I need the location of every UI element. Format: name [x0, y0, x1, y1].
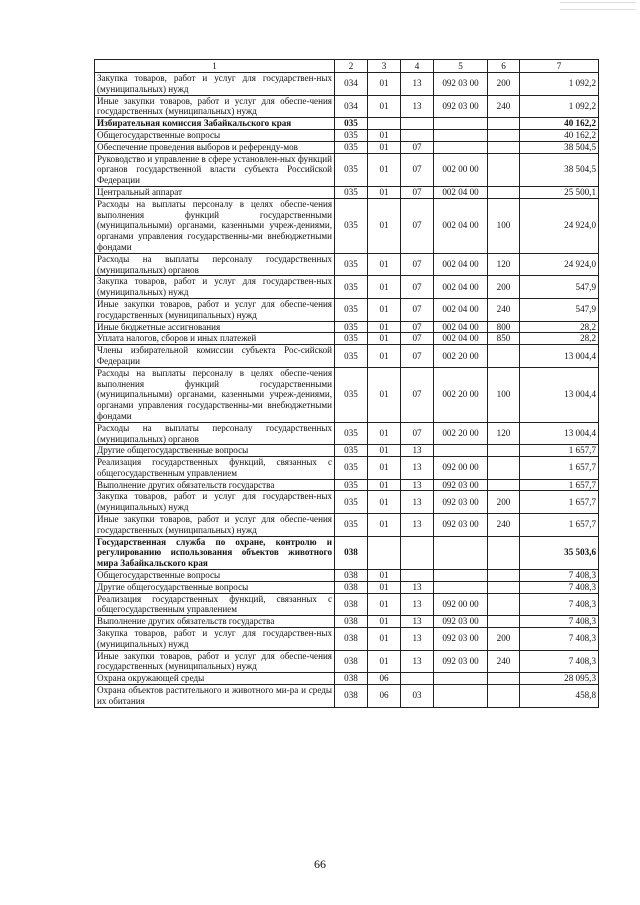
header-cell-2: 2: [335, 60, 368, 73]
row-amount-cell: 547,9: [520, 276, 599, 299]
header-cell-3: 3: [368, 60, 401, 73]
row-section-cell: 01: [368, 570, 401, 582]
row-code-cell: 038: [335, 536, 368, 569]
row-subsection-cell: 13: [401, 650, 434, 673]
row-name-cell: Общегосударственные вопросы: [95, 129, 335, 141]
row-expense-type-cell: 120: [488, 422, 520, 445]
row-amount-cell: 7 408,3: [520, 628, 599, 651]
row-target-cell: 002 04 00: [434, 321, 488, 333]
row-expense-type-cell: 120: [488, 253, 520, 276]
row-expense-type-cell: 240: [488, 95, 520, 118]
row-code-cell: 035: [335, 276, 368, 299]
header-cell-6: 6: [488, 60, 520, 73]
row-code-cell: 035: [335, 186, 368, 198]
table-row: [95, 141, 599, 153]
row-subsection-cell: 13: [401, 514, 434, 537]
row-target-cell: 002 04 00: [434, 186, 488, 198]
row-name-cell: Расходы на выплаты персоналу государственных (муниципальных) органов: [95, 422, 335, 445]
table-row: [95, 253, 599, 276]
row-subsection-cell: 13: [401, 95, 434, 118]
row-section-cell: 06: [368, 685, 401, 708]
row-expense-type-cell: [488, 673, 520, 685]
row-target-cell: 092 03 00: [434, 628, 488, 651]
row-amount-cell: 13 004,4: [520, 422, 599, 445]
row-subsection-cell: 07: [401, 345, 434, 368]
page-number: 66: [314, 857, 326, 871]
row-name-cell: Выполнение других обязательств государства: [95, 479, 335, 491]
row-section-cell: 01: [368, 457, 401, 480]
row-amount-cell: 38 504,5: [520, 153, 599, 186]
row-name-cell: Другие общегосударственные вопросы: [95, 581, 335, 593]
row-amount-cell: 7 408,3: [520, 650, 599, 673]
table-row: [95, 321, 599, 333]
row-expense-type-cell: [488, 345, 520, 368]
row-amount-cell: 40 162,2: [520, 129, 599, 141]
row-amount-cell: 13 004,4: [520, 367, 599, 422]
row-amount-cell: 7 408,3: [520, 593, 599, 616]
row-subsection-cell: 07: [401, 153, 434, 186]
table-row: [95, 673, 599, 685]
header-cell-5: 5: [434, 60, 488, 73]
row-subsection-cell: 13: [401, 445, 434, 457]
row-expense-type-cell: 240: [488, 650, 520, 673]
row-subsection-cell: [401, 118, 434, 130]
row-target-cell: 092 00 00: [434, 593, 488, 616]
row-code-cell: 035: [335, 198, 368, 253]
row-name-cell: Охрана окружающей среды: [95, 673, 335, 685]
row-name-cell: Уплата налогов, сборов и иных платежей: [95, 333, 335, 345]
row-amount-cell: 35 503,6: [520, 536, 599, 569]
row-code-cell: 038: [335, 581, 368, 593]
row-name-cell: Закупка товаров, работ и услуг для государствен-ных (муниципальных) нужд: [95, 491, 335, 514]
table-row: [95, 479, 599, 491]
row-code-cell: 038: [335, 673, 368, 685]
row-expense-type-cell: [488, 616, 520, 628]
row-code-cell: 035: [335, 253, 368, 276]
row-target-cell: 092 03 00: [434, 650, 488, 673]
row-section-cell: 01: [368, 616, 401, 628]
row-amount-cell: 28,2: [520, 333, 599, 345]
row-amount-cell: 458,8: [520, 685, 599, 708]
row-code-cell: 038: [335, 685, 368, 708]
row-amount-cell: 13 004,4: [520, 345, 599, 368]
row-section-cell: 01: [368, 73, 401, 96]
row-amount-cell: 25 500,1: [520, 186, 599, 198]
row-amount-cell: 24 924,0: [520, 253, 599, 276]
row-target-cell: [434, 581, 488, 593]
row-code-cell: 038: [335, 616, 368, 628]
row-code-cell: 034: [335, 73, 368, 96]
row-section-cell: 01: [368, 650, 401, 673]
table-row: [95, 536, 599, 569]
row-target-cell: 092 03 00: [434, 479, 488, 491]
table-header-row: [95, 60, 599, 73]
row-code-cell: 035: [335, 457, 368, 480]
row-code-cell: 035: [335, 298, 368, 321]
row-target-cell: [434, 129, 488, 141]
row-amount-cell: 1 657,7: [520, 514, 599, 537]
row-subsection-cell: 07: [401, 321, 434, 333]
row-subsection-cell: 07: [401, 333, 434, 345]
row-expense-type-cell: [488, 186, 520, 198]
table-row: [95, 129, 599, 141]
row-name-cell: Расходы на выплаты персоналу в целях обеспе-чения выполнения функций государственными (муниципальными) органами, казенными учреж-дениями, органами управления государственны-ми внебюджетными фондами: [95, 198, 335, 253]
table-row: [95, 333, 599, 345]
row-expense-type-cell: 200: [488, 276, 520, 299]
row-target-cell: 092 03 00: [434, 491, 488, 514]
row-name-cell: Иные закупки товаров, работ и услуг для обеспе-чения государственных (муниципальных) нужд: [95, 95, 335, 118]
row-code-cell: 035: [335, 367, 368, 422]
budget-table: [94, 59, 599, 708]
row-code-cell: 035: [335, 321, 368, 333]
row-name-cell: Выполнение других обязательств государства: [95, 616, 335, 628]
row-code-cell: 035: [335, 491, 368, 514]
row-subsection-cell: 07: [401, 276, 434, 299]
row-section-cell: 01: [368, 491, 401, 514]
row-expense-type-cell: [488, 593, 520, 616]
row-section-cell: 01: [368, 445, 401, 457]
row-amount-cell: 28 095,3: [520, 673, 599, 685]
row-subsection-cell: 13: [401, 593, 434, 616]
row-subsection-cell: [401, 673, 434, 685]
row-target-cell: 092 03 00: [434, 73, 488, 96]
row-section-cell: 01: [368, 253, 401, 276]
row-section-cell: 01: [368, 593, 401, 616]
row-name-cell: Обеспечение проведения выборов и референду-мов: [95, 141, 335, 153]
row-amount-cell: 38 504,5: [520, 141, 599, 153]
scan-edge-lines: [560, 2, 636, 10]
row-amount-cell: 1 657,7: [520, 457, 599, 480]
row-expense-type-cell: [488, 570, 520, 582]
row-target-cell: 002 20 00: [434, 367, 488, 422]
table-row: [95, 186, 599, 198]
header-cell-4: 4: [401, 60, 434, 73]
row-section-cell: [368, 536, 401, 569]
row-name-cell: Расходы на выплаты персоналу государственных (муниципальных) органов: [95, 253, 335, 276]
row-expense-type-cell: 200: [488, 628, 520, 651]
row-name-cell: Иные закупки товаров, работ и услуг для обеспе-чения государственных (муниципальных) нужд: [95, 298, 335, 321]
row-subsection-cell: 07: [401, 422, 434, 445]
row-name-cell: Реализация государственных функций, связанных с общегосударственным управлением: [95, 457, 335, 480]
row-expense-type-cell: 240: [488, 514, 520, 537]
row-name-cell: Избирательная комиссия Забайкальского края: [95, 118, 335, 130]
row-name-cell: Закупка товаров, работ и услуг для государствен-ных (муниципальных) нужд: [95, 73, 335, 96]
row-subsection-cell: 13: [401, 616, 434, 628]
row-code-cell: 035: [335, 514, 368, 537]
row-target-cell: 002 04 00: [434, 198, 488, 253]
table-row: [95, 581, 599, 593]
row-code-cell: 038: [335, 650, 368, 673]
row-code-cell: 038: [335, 628, 368, 651]
table-row: [95, 570, 599, 582]
row-section-cell: 01: [368, 581, 401, 593]
row-name-cell: Иные бюджетные ассигнования: [95, 321, 335, 333]
row-section-cell: 01: [368, 479, 401, 491]
row-code-cell: 034: [335, 95, 368, 118]
row-target-cell: 002 20 00: [434, 422, 488, 445]
row-expense-type-cell: [488, 141, 520, 153]
row-code-cell: 038: [335, 593, 368, 616]
row-expense-type-cell: [488, 479, 520, 491]
table-row: [95, 198, 599, 253]
table-row: [95, 593, 599, 616]
row-section-cell: 01: [368, 367, 401, 422]
row-name-cell: Расходы на выплаты персоналу в целях обеспе-чения выполнения функций государственными (муниципальными) органами, казенными учреж-дениями, органами управления государственны-ми внебюджетными фондами: [95, 367, 335, 422]
row-code-cell: 035: [335, 445, 368, 457]
row-target-cell: [434, 685, 488, 708]
row-section-cell: 01: [368, 276, 401, 299]
row-amount-cell: 28,2: [520, 321, 599, 333]
table-body: [95, 73, 599, 708]
header-cell-7: 7: [520, 60, 599, 73]
row-subsection-cell: 07: [401, 367, 434, 422]
row-target-cell: [434, 570, 488, 582]
row-code-cell: 035: [335, 479, 368, 491]
row-target-cell: [434, 118, 488, 130]
row-expense-type-cell: [488, 153, 520, 186]
row-section-cell: 01: [368, 514, 401, 537]
row-code-cell: 035: [335, 345, 368, 368]
row-amount-cell: 1 657,7: [520, 479, 599, 491]
row-subsection-cell: 07: [401, 186, 434, 198]
row-expense-type-cell: 100: [488, 367, 520, 422]
row-code-cell: 035: [335, 129, 368, 141]
row-target-cell: 002 04 00: [434, 298, 488, 321]
table-row: [95, 650, 599, 673]
row-section-cell: 01: [368, 422, 401, 445]
row-target-cell: 002 04 00: [434, 276, 488, 299]
row-expense-type-cell: 800: [488, 321, 520, 333]
row-expense-type-cell: 850: [488, 333, 520, 345]
row-subsection-cell: 13: [401, 491, 434, 514]
row-code-cell: 035: [335, 118, 368, 130]
row-subsection-cell: 13: [401, 479, 434, 491]
row-expense-type-cell: [488, 536, 520, 569]
row-code-cell: 035: [335, 153, 368, 186]
row-section-cell: 01: [368, 95, 401, 118]
table-row: [95, 685, 599, 708]
table-row: [95, 514, 599, 537]
row-expense-type-cell: [488, 118, 520, 130]
table-row: [95, 367, 599, 422]
row-target-cell: [434, 141, 488, 153]
row-expense-type-cell: 200: [488, 73, 520, 96]
row-name-cell: Руководство и управление в сфере установлен-ных функций органов государственной власти субъекта Российской Федерации: [95, 153, 335, 186]
header-cell-1: 1: [95, 60, 335, 73]
row-section-cell: 01: [368, 345, 401, 368]
row-section-cell: 01: [368, 129, 401, 141]
table-row: [95, 422, 599, 445]
row-section-cell: 01: [368, 321, 401, 333]
table-row: [95, 628, 599, 651]
row-code-cell: 035: [335, 422, 368, 445]
table-row: [95, 153, 599, 186]
table-row: [95, 118, 599, 130]
row-name-cell: Центральный аппарат: [95, 186, 335, 198]
row-subsection-cell: 13: [401, 73, 434, 96]
row-amount-cell: 7 408,3: [520, 570, 599, 582]
row-target-cell: 092 03 00: [434, 514, 488, 537]
row-name-cell: Закупка товаров, работ и услуг для государствен-ных (муниципальных) нужд: [95, 276, 335, 299]
row-amount-cell: 547,9: [520, 298, 599, 321]
row-target-cell: 092 03 00: [434, 616, 488, 628]
row-target-cell: [434, 536, 488, 569]
row-target-cell: 002 00 00: [434, 153, 488, 186]
table-row: [95, 298, 599, 321]
row-expense-type-cell: 240: [488, 298, 520, 321]
row-name-cell: Реализация государственных функций, связанных с общегосударственным управлением: [95, 593, 335, 616]
row-subsection-cell: 03: [401, 685, 434, 708]
row-subsection-cell: 13: [401, 628, 434, 651]
row-section-cell: 01: [368, 333, 401, 345]
row-name-cell: Иные закупки товаров, работ и услуг для обеспе-чения государственных (муниципальных) нужд: [95, 514, 335, 537]
row-subsection-cell: 07: [401, 253, 434, 276]
row-code-cell: 038: [335, 570, 368, 582]
row-amount-cell: 1 092,2: [520, 73, 599, 96]
table-row: [95, 491, 599, 514]
row-section-cell: 01: [368, 153, 401, 186]
row-target-cell: [434, 673, 488, 685]
row-section-cell: 01: [368, 186, 401, 198]
row-subsection-cell: 07: [401, 141, 434, 153]
row-section-cell: 06: [368, 673, 401, 685]
row-expense-type-cell: [488, 685, 520, 708]
row-name-cell: Общегосударственные вопросы: [95, 570, 335, 582]
row-expense-type-cell: 100: [488, 198, 520, 253]
table-row: [95, 616, 599, 628]
table-row: [95, 73, 599, 96]
row-subsection-cell: 07: [401, 298, 434, 321]
table-row: [95, 457, 599, 480]
row-subsection-cell: [401, 536, 434, 569]
row-name-cell: Государственная служба по охране, контролю и регулированию использования объектов животного мира Забайкальского края: [95, 536, 335, 569]
row-amount-cell: 7 408,3: [520, 581, 599, 593]
row-section-cell: 01: [368, 628, 401, 651]
row-amount-cell: 1 092,2: [520, 95, 599, 118]
row-section-cell: 01: [368, 141, 401, 153]
row-subsection-cell: 13: [401, 581, 434, 593]
row-amount-cell: 1 657,7: [520, 445, 599, 457]
row-section-cell: 01: [368, 298, 401, 321]
row-name-cell: Члены избирательной комиссии субъекта Рос-сийской Федерации: [95, 345, 335, 368]
table-row: [95, 445, 599, 457]
row-subsection-cell: 13: [401, 457, 434, 480]
row-target-cell: 002 20 00: [434, 345, 488, 368]
row-code-cell: 035: [335, 141, 368, 153]
row-amount-cell: 1 657,7: [520, 491, 599, 514]
row-name-cell: Закупка товаров, работ и услуг для государствен-ных (муниципальных) нужд: [95, 628, 335, 651]
table-row: [95, 276, 599, 299]
table-row: [95, 95, 599, 118]
row-expense-type-cell: [488, 129, 520, 141]
row-target-cell: 092 00 00: [434, 457, 488, 480]
row-subsection-cell: [401, 570, 434, 582]
row-subsection-cell: [401, 129, 434, 141]
row-amount-cell: 40 162,2: [520, 118, 599, 130]
row-section-cell: [368, 118, 401, 130]
table-row: [95, 345, 599, 368]
row-amount-cell: 7 408,3: [520, 616, 599, 628]
row-name-cell: Иные закупки товаров, работ и услуг для обеспе-чения государственных (муниципальных) нужд: [95, 650, 335, 673]
row-code-cell: 035: [335, 333, 368, 345]
row-target-cell: 002 04 00: [434, 253, 488, 276]
row-section-cell: 01: [368, 198, 401, 253]
row-expense-type-cell: [488, 445, 520, 457]
row-target-cell: [434, 445, 488, 457]
row-expense-type-cell: [488, 457, 520, 480]
row-target-cell: 092 03 00: [434, 95, 488, 118]
row-target-cell: 002 04 00: [434, 333, 488, 345]
row-name-cell: Другие общегосударственные вопросы: [95, 445, 335, 457]
row-amount-cell: 24 924,0: [520, 198, 599, 253]
row-expense-type-cell: 200: [488, 491, 520, 514]
row-subsection-cell: 07: [401, 198, 434, 253]
row-name-cell: Охрана объектов растительного и животного ми-ра и среды их обитания: [95, 685, 335, 708]
row-expense-type-cell: [488, 581, 520, 593]
